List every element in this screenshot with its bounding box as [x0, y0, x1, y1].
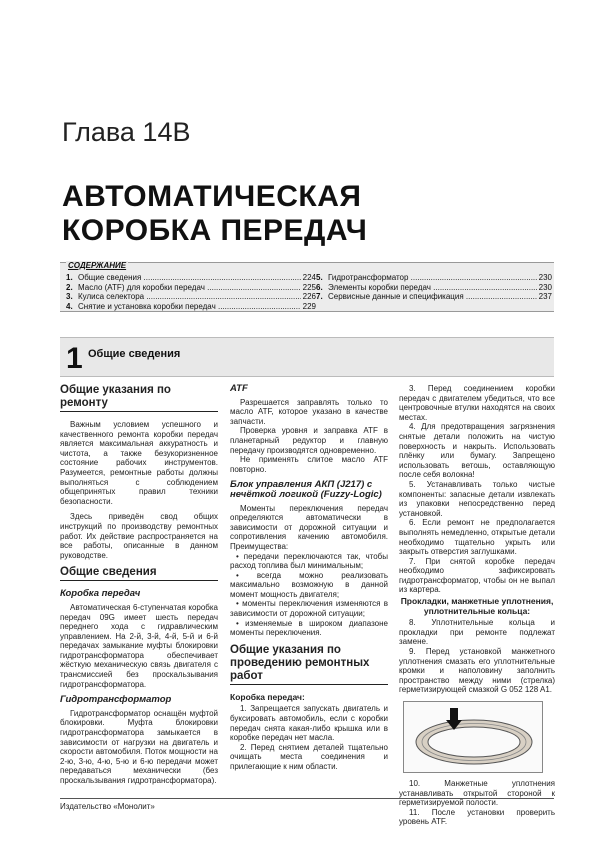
toc-label: Элементы коробки передач .....	[328, 283, 537, 293]
toc-item[interactable]	[66, 273, 316, 283]
seal-ring-icon	[404, 702, 544, 774]
heading-repair-instructions: Общие указания по проведению ремонтных работ	[230, 644, 388, 685]
toc-right-column	[316, 273, 552, 302]
numbered-item: 7. При снятой коробке передач необходимо зафиксировать гидротрансформатор, чтобы он не выпал из картера.	[399, 556, 555, 595]
toc-num: 2.	[66, 282, 73, 292]
column-3	[399, 384, 555, 827]
toc-page: 237	[538, 292, 552, 301]
page-title	[62, 180, 367, 248]
list-item: • моменты переключения изменяются в зависимости от дорожной ситуации;	[230, 599, 388, 618]
numbered-item: 6. Если ремонт не предполагается выполнять немедленно, открытые детали необходимо тщательно укрыть или закрыть отверстия заглушками.	[399, 518, 555, 557]
toc-label: Гидротрансформатор .....	[328, 273, 537, 283]
toc-label: Кулиса селектора .....	[78, 292, 301, 302]
toc-item[interactable]	[316, 273, 552, 283]
section-title: Общие сведения	[88, 348, 181, 360]
heading-general-info: Общие сведения	[60, 566, 218, 581]
toc-num: 7.	[316, 292, 323, 301]
numbered-item: 2. Перед снятием деталей тщательно очищать места соединения и прилегающие к ним области.	[230, 742, 388, 771]
toc-item[interactable]	[316, 283, 552, 293]
subheading-gearbox: Коробка передач:	[230, 691, 305, 702]
paragraph: Проверка уровня и заправка ATF в планетарный редуктор и главную передачу производятся одновременно.	[230, 426, 388, 455]
toc-page: 224	[302, 273, 316, 282]
toc-page: 230	[538, 282, 552, 292]
heading-gearbox: Коробка передач	[60, 588, 141, 600]
toc-num: 3.	[66, 292, 73, 301]
column-1	[60, 384, 218, 786]
list-item: • передачи переключаются так, чтобы расход топлива был минимальным;	[230, 552, 388, 571]
chapter-label: Глава 14В	[62, 117, 191, 147]
toc-item[interactable]	[66, 283, 316, 293]
list-item: • изменяемые в широком диапазоне моменты переключения.	[230, 619, 388, 638]
numbered-item: 9. Перед установкой манжетного уплотнения смазать его уплотнительные кромки и наполовину заполнить пространство между ними (стрелка) герметизирующей смазкой G 052 128 A1.	[399, 647, 555, 695]
paragraph: Разрешается заправлять только то масло ATF, которое указано в качестве запчасти.	[230, 397, 388, 426]
toc-num: 4.	[66, 301, 73, 311]
list-item: • всегда можно реализовать максимально возможную в данной момент мощность двигателя;	[230, 571, 388, 600]
subheading-seals: Прокладки, манжетные уплотнения, уплотнительные кольца:	[400, 596, 554, 616]
toc-label: Общие сведения .....	[78, 273, 301, 283]
paragraph: Не применять слитое масло ATF повторно.	[230, 455, 388, 474]
column-2	[230, 384, 388, 772]
toc-label: Сервисные данные и спецификация .....	[328, 292, 537, 302]
toc-num: 6.	[316, 282, 323, 292]
toc-page: 225	[302, 282, 316, 292]
toc-item[interactable]	[66, 302, 316, 312]
paragraph: Автоматическая 6-ступенчатая коробка передач 09G имеет шесть передач переднего хода с гидравлическим управлением. На 2-й, 3-й, 4-й, 5-й и 6-й передачах замыкание муфты блокировки гидротрансформатора обеспечивает жёсткую механическую связь двигателя с трансмиссией без проскальзывания гидротрансформатора.	[60, 602, 218, 689]
numbered-item: 11. После установки проверить уровень ATF.	[399, 807, 555, 827]
heading-atf: ATF	[230, 383, 248, 394]
title-line-2: КОРОБКА ПЕРЕДАЧ	[62, 214, 368, 247]
paragraph: Моменты переключения передач определяются автоматически в зависимости от дорожной ситуации и сопротивления качению автомобиля. Преимущества:	[230, 503, 388, 551]
numbered-item: 1. Запрещается запускать двигатель и буксировать автомобиль, если с коробки передач снята какая-либо крышка или в коробке передач нет масла.	[230, 704, 388, 743]
toc-label: Масло (ATF) для коробки передач .....	[78, 283, 301, 293]
toc-item[interactable]	[66, 292, 316, 302]
heading-control-unit: Блок управления АКП (J217) с нечёткой логикой (Fuzzy-Logic)	[230, 479, 382, 500]
section-number: 1	[66, 342, 83, 375]
toc-label: Снятие и установка коробки передач .....	[78, 302, 301, 312]
seal-ring-illustration	[403, 701, 543, 773]
numbered-item: 4. Для предотвращения загрязнения снятые детали положить на чистую поверхность и накрыть. Использовать плёнку или бумагу. Запрещено использовать ветошь, оставляющую после себя волокна!	[399, 422, 555, 480]
toc-item[interactable]	[316, 292, 552, 302]
publisher-footer: Издательство «Монолит»	[60, 802, 155, 811]
numbered-item: 3. Перед соединением коробки передач с двигателем убедиться, что все центровочные втулки находятся на своих местах.	[399, 384, 555, 422]
footer-divider	[60, 798, 554, 799]
toc-page: 226	[302, 292, 316, 301]
toc-page: 229	[302, 301, 316, 311]
numbered-item: 5. Устанавливать только чистые компоненты: запасные детали извлекать из упаковки непосредственно перед установкой.	[399, 479, 555, 518]
paragraph: Важным условием успешного и качественного ремонта коробки передач является максимальная аккуратность и чистота, а также безукоризненное состояние рабочих инструментов. Разумеется, ремонтные работы должны выполняться с соблюдением общепринятых правил техники безопасности.	[60, 420, 218, 506]
table-of-contents	[60, 262, 554, 312]
toc-page: 230	[538, 273, 552, 282]
section-banner	[60, 337, 554, 377]
numbered-item: 10. Манжетные уплотнения устанавливать открытой стороной к герметизируемой полости.	[399, 779, 555, 808]
toc-left-column	[66, 273, 316, 311]
paragraph: Гидротрансформатор оснащён муфтой блокировки. Муфта блокировки гидротрансформатора замыкается в зависимости от нагрузки на двигатель и скорости автомобиля. Поток мощности на 2-ю, 3-ю, 4-ю, 5-ю и 6-ю передачи может передаваться механически (без проскальзывания гидротрансформатора).	[60, 708, 218, 785]
heading-general-instructions: Общие указания по ремонту	[60, 384, 218, 412]
toc-heading: СОДЕРЖАНИЕ	[68, 261, 127, 270]
heading-converter: Гидротрансформатор	[60, 694, 172, 706]
toc-num: 1.	[66, 273, 73, 282]
numbered-item: 8. Уплотнительные кольца и прокладки при ремонте подлежат замене.	[399, 618, 555, 647]
advantages-list	[230, 552, 388, 638]
paragraph: Здесь приведён свод общих инструкций по производству ремонтных работ. Их действие распространяется на все работы, описанные в данном руководстве.	[60, 512, 218, 560]
toc-num: 5.	[316, 273, 323, 282]
title-line-1: АВТОМАТИЧЕСКАЯ	[62, 180, 362, 213]
